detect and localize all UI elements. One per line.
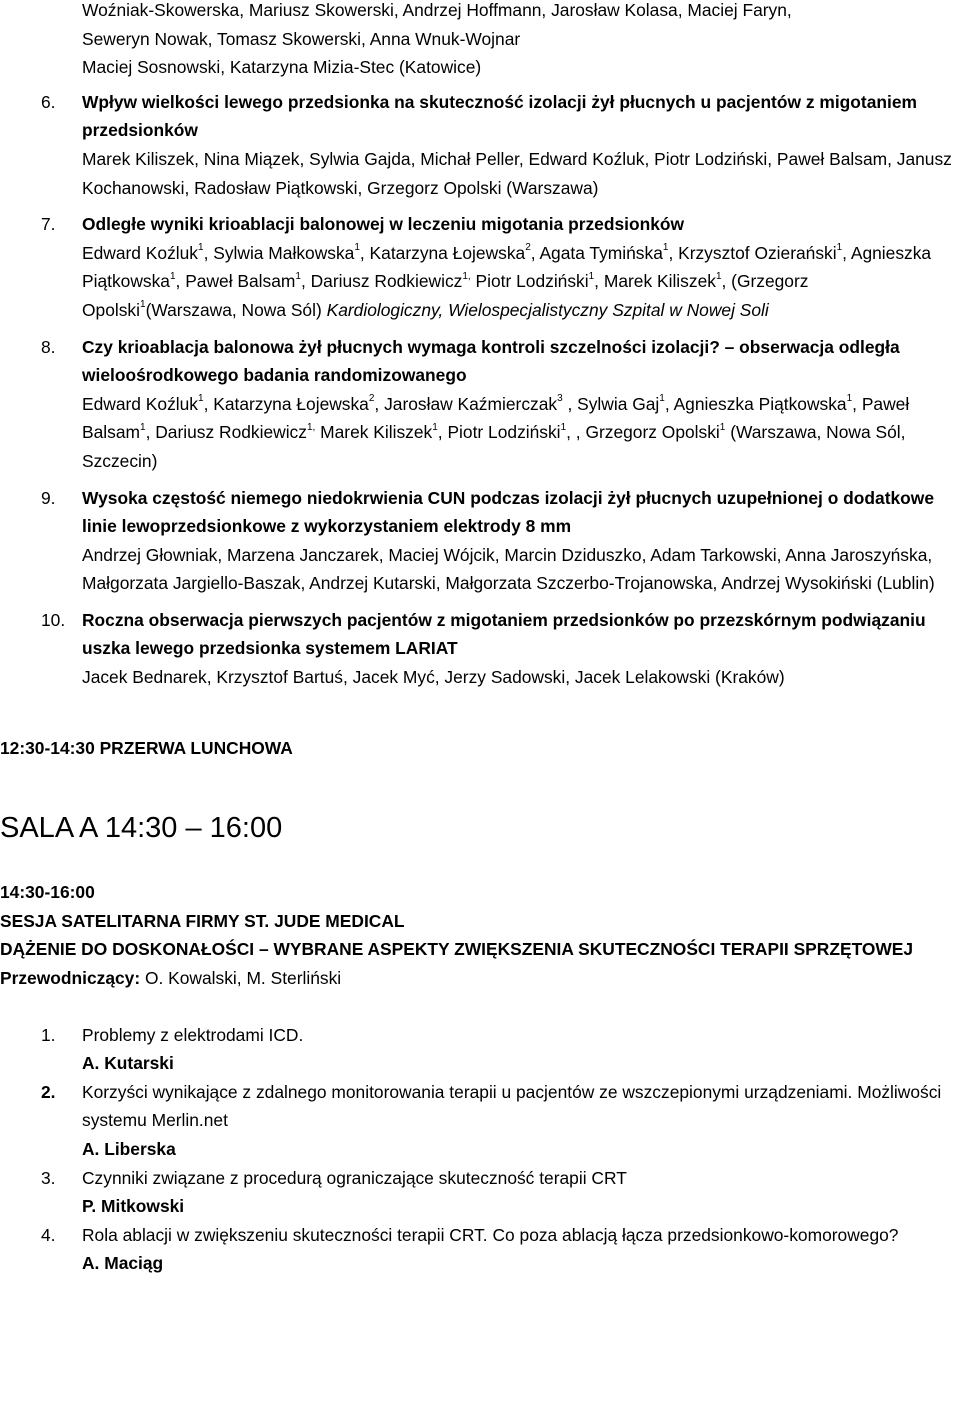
author: , (Grzegorz Opolski [82, 271, 809, 320]
talk-number: 3. [41, 1167, 56, 1188]
session-chairs [0, 964, 960, 993]
lunch-break: 12:30-14:30 PRZERWA LUNCHOWA [0, 737, 293, 758]
title-part: Czy krioablacja balonowa żył płucnych wymaga kontroli szczelności izolacji? [82, 336, 720, 357]
author: , Krzysztof Ozierański [668, 242, 837, 263]
abstract-title: Wpływ wielkości lewego przedsionka na skuteczność izolacji żył płucnych u pacjentów z migotaniem przedsionków [82, 91, 917, 141]
title-part: – obserwacja odległa wieloośrodkowego badania randomizowanego [82, 336, 900, 386]
item-number: 6. [41, 91, 56, 112]
author: , Dariusz Rodkiewicz [145, 422, 307, 443]
affiliation-mark: 1 [140, 299, 146, 311]
author: , Marek Kiliszek [594, 271, 716, 292]
affiliation-mark: 1 [588, 270, 595, 282]
affiliation-mark: 1 [295, 270, 301, 282]
author: (Warszawa, Nowa Sól, Szczecin) [82, 422, 906, 471]
room-heading: SALA A 14:30 – 16:00 [0, 812, 283, 845]
talk-speaker: A. Maciąg [82, 1253, 164, 1274]
item-number: 7. [41, 214, 56, 235]
author: Edward Koźluk [82, 393, 198, 414]
affiliation-mark: 2 [368, 392, 375, 404]
talk-number: 2. [41, 1081, 56, 1102]
author: , Agnieszka Piątkowska [82, 242, 932, 292]
item-number: 8. [41, 336, 56, 357]
talk-number: 4. [41, 1224, 56, 1245]
abstract-item-8 [0, 333, 960, 476]
affiliation-mark: 1 [432, 421, 438, 433]
affiliation-mark: 1 [836, 241, 843, 253]
author: , Paweł Balsam [175, 271, 296, 292]
affiliation-mark: 1, [306, 421, 316, 433]
author: (Warszawa, Nowa Sól) [145, 299, 327, 320]
affiliation-mark: 1 [715, 270, 722, 282]
author: , , Grzegorz Opolski [566, 422, 720, 443]
talk-speaker: A. Kutarski [82, 1053, 174, 1074]
abstract-authors: Jacek Bednarek, Krzysztof Bartuś, Jacek Myć, Jerzy Sadowski, Jacek Lelakowski (Kraków) [82, 667, 785, 688]
abstract-item-9 [0, 484, 960, 598]
author: Edward Koźluk [82, 242, 198, 263]
authors-line: Maciej Sosnowski, Katarzyna Mizia-Stec (Katowice) [82, 57, 482, 78]
affiliation-mark: 1 [846, 392, 853, 404]
session-time: 14:30-16:00 [0, 882, 95, 903]
affiliation-mark: 1 [560, 421, 567, 433]
affiliation-mark: 2 [525, 241, 531, 253]
talk-item [0, 1221, 960, 1278]
abstract-title: Roczna obserwacja pierwszych pacjentów z migotaniem przedsionków po przezskórnym podwiązaniu uszka lewego przedsionka systemem LARIAT [82, 609, 926, 659]
item-number: 9. [41, 487, 56, 508]
author: , Paweł Balsam [82, 393, 910, 443]
abstract-item-10 [0, 606, 960, 692]
author: Marek Kiliszek [315, 422, 433, 443]
abstract-title: Odległe wyniki krioablacji balonowej w leczeniu migotania przedsionków [82, 214, 685, 235]
talk-title: Czynniki związane z procedurą ograniczające skuteczność terapii CRT [82, 1167, 627, 1188]
affiliation-mark: 1, [462, 270, 471, 282]
abstract-authors [82, 390, 960, 476]
affiliation-mark: 3 [557, 392, 563, 404]
author: , Sylwia Małkowska [203, 242, 355, 263]
abstract-authors: Andrzej Głowniak, Marzena Janczarek, Maciej Wójcik, Marcin Dziduszko, Adam Tarkowski, Anna Jaroszyńska, Małgorzata Jargiello-Baszak, Andrzej Kutarski, Małgorzata Szczerbo-Trojanowska, Andrzej Wysokiński (Lublin) [82, 544, 935, 594]
talk-item [0, 1164, 960, 1221]
author: , Dariusz Rodkiewicz [300, 271, 463, 292]
talk-speaker: P. Mitkowski [82, 1196, 185, 1217]
abstract-authors [82, 239, 960, 325]
talk-title: Rola ablacji w zwiększeniu skuteczności terapii CRT. Co poza ablacją łącza przedsionkowo-komorowego? [82, 1224, 899, 1245]
talk-speaker: A. Liberska [82, 1139, 176, 1159]
chairs-label: Przewodniczący: [0, 968, 141, 989]
session-name: SESJA SATELITARNA FIRMY ST. JUDE MEDICAL [0, 910, 405, 931]
author: , Katarzyna Łojewska [203, 393, 369, 414]
affiliation-mark: 1 [354, 241, 360, 253]
talk-number: 1. [41, 1024, 56, 1045]
abstract-item-6 [0, 88, 960, 202]
author: , Piotr Lodziński [437, 422, 561, 443]
abstract-title [82, 333, 960, 390]
abstract-title: Wysoka częstość niemego niedokrwienia CUN podczas izolacji żył płucnych uzupełnionej o dodatkowe linie lewoprzedsionkowe z wykorzystaniem elektrody 8 mm [82, 487, 935, 537]
authors-line: Seweryn Nowak, Tomasz Skowerski, Anna Wnuk-Wojnar [82, 28, 521, 49]
author: , Sylwia Gaj [562, 393, 660, 414]
author: , Katarzyna Łojewska [359, 242, 526, 263]
talk-title: Problemy z elektrodami ICD. [82, 1024, 304, 1045]
author: , Jarosław Kaźmierczak [374, 393, 558, 414]
talk-item [0, 1078, 960, 1164]
affiliation-mark: 1 [662, 241, 669, 253]
affiliation-mark: 1 [169, 270, 176, 282]
abstract-authors: Marek Kiliszek, Nina Miązek, Sylwia Gajda, Michał Peller, Edward Koźluk, Piotr Lodziński, Paweł Balsam, Janusz Kochanowski, Radosław Piątkowski, Grzegorz Opolski (Warszawa) [82, 148, 952, 198]
author: , Agnieszka Piątkowska [664, 393, 847, 414]
abstract-item-5-tail [0, 0, 960, 82]
chairs-names: O. Kowalski, M. Sterliński [140, 968, 342, 989]
authors-line: Woźniak-Skowerska, Mariusz Skowerski, Andrzej Hoffmann, Jarosław Kolasa, Maciej Faryn, [82, 0, 792, 20]
affiliation-mark: 1 [659, 392, 665, 404]
item-number: 10. [41, 609, 66, 630]
affiliation-text: Kardiologiczny, Wielospecjalistyczny Szpital w Nowej Soli [326, 299, 769, 320]
talk-title: Korzyści wynikające z zdalnego monitorowania terapii u pacjentów ze wszczepionymi urządzeniami. Możliwości systemu Merlin.net [82, 1081, 942, 1131]
talk-item [0, 1021, 960, 1078]
affiliation-mark: 1 [198, 392, 204, 404]
affiliation-mark: 1 [719, 421, 726, 433]
session-theme: DĄŻENIE DO DOSKONAŁOŚCI – WYBRANE ASPEKTY ZWIĘKSZENIA SKUTECZNOŚCI TERAPII SPRZĘTOWEJ [0, 939, 914, 960]
author: Piotr Lodziński [470, 271, 589, 292]
abstract-item-7 [0, 210, 960, 324]
author: , Agata Tymińska [530, 242, 663, 263]
affiliation-mark: 1 [140, 421, 146, 433]
affiliation-mark: 1 [198, 241, 204, 253]
